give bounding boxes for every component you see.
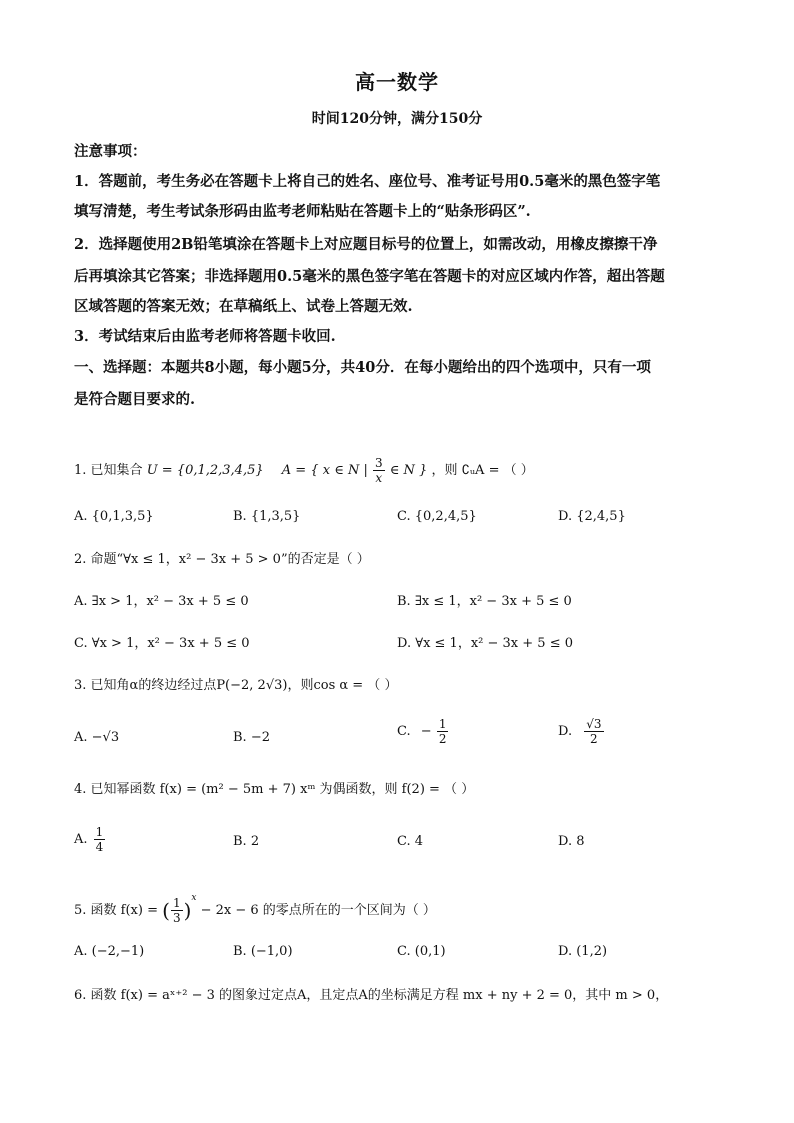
q4-a-den: 4 <box>95 840 104 854</box>
q1-set-u: U = {0,1,2,3,4,5} <box>146 463 264 478</box>
q5-option-b: B. (−1,0) <box>233 944 293 959</box>
notice-heading: 注意事项： <box>74 143 147 160</box>
q3-option-c-label: C. <box>397 724 411 739</box>
notice-line-6: 3．考试结束后由监考老师将答题卡收回. <box>74 328 336 345</box>
q5-option-c: C. (0,1) <box>397 944 446 959</box>
q1-suffix: ，则 ∁ᵤA = （ ） <box>431 463 534 478</box>
question-5-stem <box>74 888 724 925</box>
q4-option-a-label: A. <box>74 832 88 847</box>
q5-option-a: A. (−2,−1) <box>74 944 145 959</box>
q5-left-paren: ( <box>162 898 170 923</box>
q4-option-b: B. 2 <box>233 834 260 849</box>
q1-option-b: B. {1,3,5} <box>233 509 301 524</box>
page-title: 高一数学 <box>355 70 439 94</box>
q5-fraction <box>171 896 183 925</box>
q5-option-d: D. (1,2) <box>558 944 608 959</box>
section-heading-line-2: 是符合题目要求的. <box>74 391 196 408</box>
q5-exponent: x <box>191 893 197 903</box>
question-6-stem: 6. 函数 f(x) = aˣ⁺² − 3 的图象过定点A，且定点A的坐标满足方程 mx + ny + 2 = 0，其中 m > 0， <box>74 988 669 1003</box>
q2-option-b: B. ∃x ≤ 1，x² − 3x + 5 ≤ 0 <box>397 594 572 609</box>
notice-line-2: 填写清楚，考生考试条形码由监考老师粘贴在答题卡上的“贴条形码区”. <box>74 203 531 220</box>
q3-option-d-label: D. <box>558 724 573 739</box>
q3-option-d-fraction <box>584 717 603 746</box>
notice-line-4: 后再填涂其它答案；非选择题用0.5毫米的黑色签字笔在答题卡的对应区域内作答，超出答题 <box>74 268 665 285</box>
q3-d-den: 2 <box>590 732 598 746</box>
question-4-stem: 4. 已知幂函数 f(x) = (m² − 5m + 7) xᵐ 为偶函数，则 f(2) = （ ） <box>74 782 475 797</box>
q4-option-a-fraction <box>94 825 106 854</box>
q5-suffix: − 2x − 6 的零点所在的一个区间为（ ） <box>200 903 436 918</box>
notice-line-1: 1．答题前，考生务必在答题卡上将自己的姓名、座位号、准考证号用0.5毫米的黑色签字笔 <box>74 173 661 190</box>
q3-option-b: B. −2 <box>233 730 270 745</box>
question-3-stem: 3. 已知角α的终边经过点P(−2, 2√3)，则cos α = （ ） <box>74 678 398 693</box>
q5-prefix: 5. 函数 f(x) = <box>74 903 158 918</box>
q3-option-c-sign: − <box>420 724 432 739</box>
notice-line-3: 2．选择题使用2B铅笔填涂在答题卡上对应题目标号的位置上，如需改动，用橡皮擦擦干净 <box>74 236 658 253</box>
q3-option-c <box>397 717 449 746</box>
q3-c-num: 1 <box>438 717 447 731</box>
q1-frac-den: x <box>375 471 383 485</box>
q1-set-a-left: A = { x ∈ N | <box>281 463 368 478</box>
q1-option-c: C. {0,2,4,5} <box>397 509 477 524</box>
q1-prefix: 1. 已知集合 <box>74 463 143 478</box>
q4-option-d: D. 8 <box>558 834 585 849</box>
q1-frac-num: 3 <box>374 456 383 470</box>
q3-option-c-fraction <box>437 717 449 746</box>
q5-right-paren: ) <box>183 898 192 923</box>
q2-option-d: D. ∀x ≤ 1，x² − 3x + 5 ≤ 0 <box>397 636 573 651</box>
q1-option-a: A. {0,1,3,5} <box>74 509 154 524</box>
q4-option-a <box>74 825 106 854</box>
q1-option-d: D. {2,4,5} <box>558 509 626 524</box>
q1-fraction <box>373 456 385 485</box>
question-2-stem: 2. 命题“∀x ≤ 1，x² − 3x + 5 > 0”的否定是（ ） <box>74 552 370 567</box>
q3-d-num: √3 <box>586 717 602 731</box>
q4-a-num: 1 <box>95 825 104 839</box>
q1-set-a-right: ∈ N } <box>389 463 428 478</box>
notice-line-5: 区域答题的答案无效；在草稿纸上、试卷上答题无效. <box>74 298 413 315</box>
section-heading-line-1: 一、选择题：本题共8小题，每小题5分，共40分．在每小题给出的四个选项中，只有一项 <box>74 359 651 376</box>
q3-c-den: 2 <box>438 732 447 746</box>
q5-frac-den: 3 <box>172 911 181 925</box>
q3-option-a: A. −√3 <box>74 730 120 745</box>
exam-time-info: 时间120分钟，满分150分 <box>311 111 483 127</box>
q2-option-c: C. ∀x > 1，x² − 3x + 5 ≤ 0 <box>74 636 250 651</box>
question-1-stem <box>74 456 724 485</box>
q4-option-c: C. 4 <box>397 834 424 849</box>
q3-option-d <box>558 717 605 746</box>
q2-option-a: A. ∃x > 1，x² − 3x + 5 ≤ 0 <box>74 594 249 609</box>
q5-frac-num: 1 <box>172 896 181 910</box>
